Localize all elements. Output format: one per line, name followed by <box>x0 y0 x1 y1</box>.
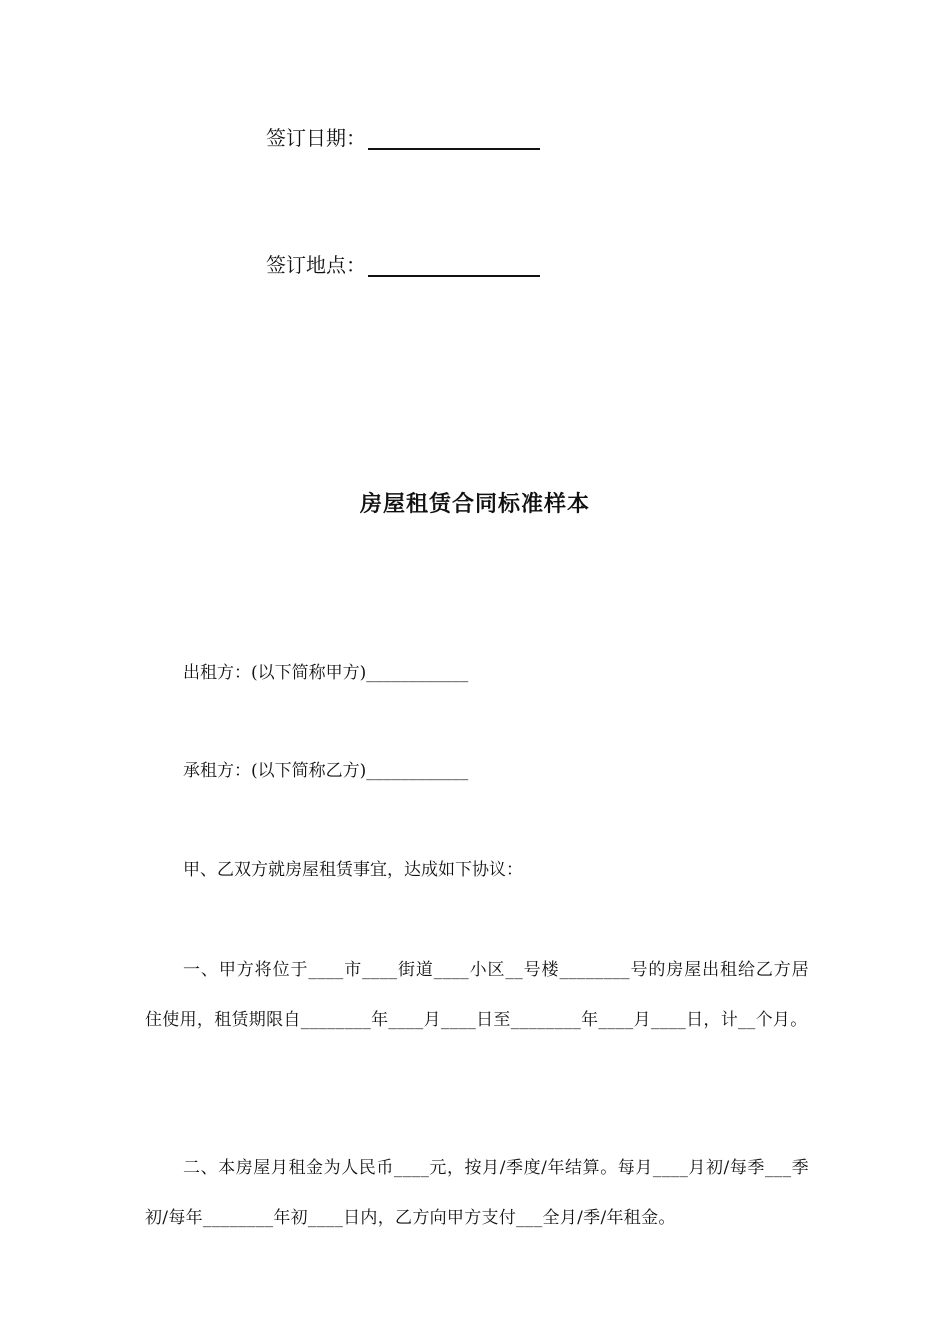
document-title: 房屋租赁合同标准样本 <box>359 491 590 517</box>
agreement-intro: 甲、乙双方就房屋租赁事宜，达成如下协议： <box>183 860 523 880</box>
lessee-line: 承租方：(以下简称乙方)____________ <box>183 761 469 781</box>
signing-place-blank <box>368 255 540 277</box>
signing-date-label: 签订日期： <box>266 126 366 150</box>
signing-date-blank <box>368 128 540 150</box>
signing-place-label: 签订地点： <box>266 253 366 277</box>
clause-2: 二、本房屋月租金为人民币____元，按月/季度/年结算。每月____月初/每季___季初/每年________年初____日内，乙方向甲方支付___全月/季/年租金。 <box>145 1158 809 1228</box>
clause-1: 一、甲方将位于____市____街道____小区__号楼________号的房屋出租给乙方居住使用，租赁期限自________年____月____日至________年____月____日，计__个月。 <box>145 960 809 1030</box>
lessor-line: 出租方：(以下简称甲方)____________ <box>183 663 469 683</box>
signing-date-line <box>266 126 540 150</box>
signing-place-line <box>266 253 540 277</box>
